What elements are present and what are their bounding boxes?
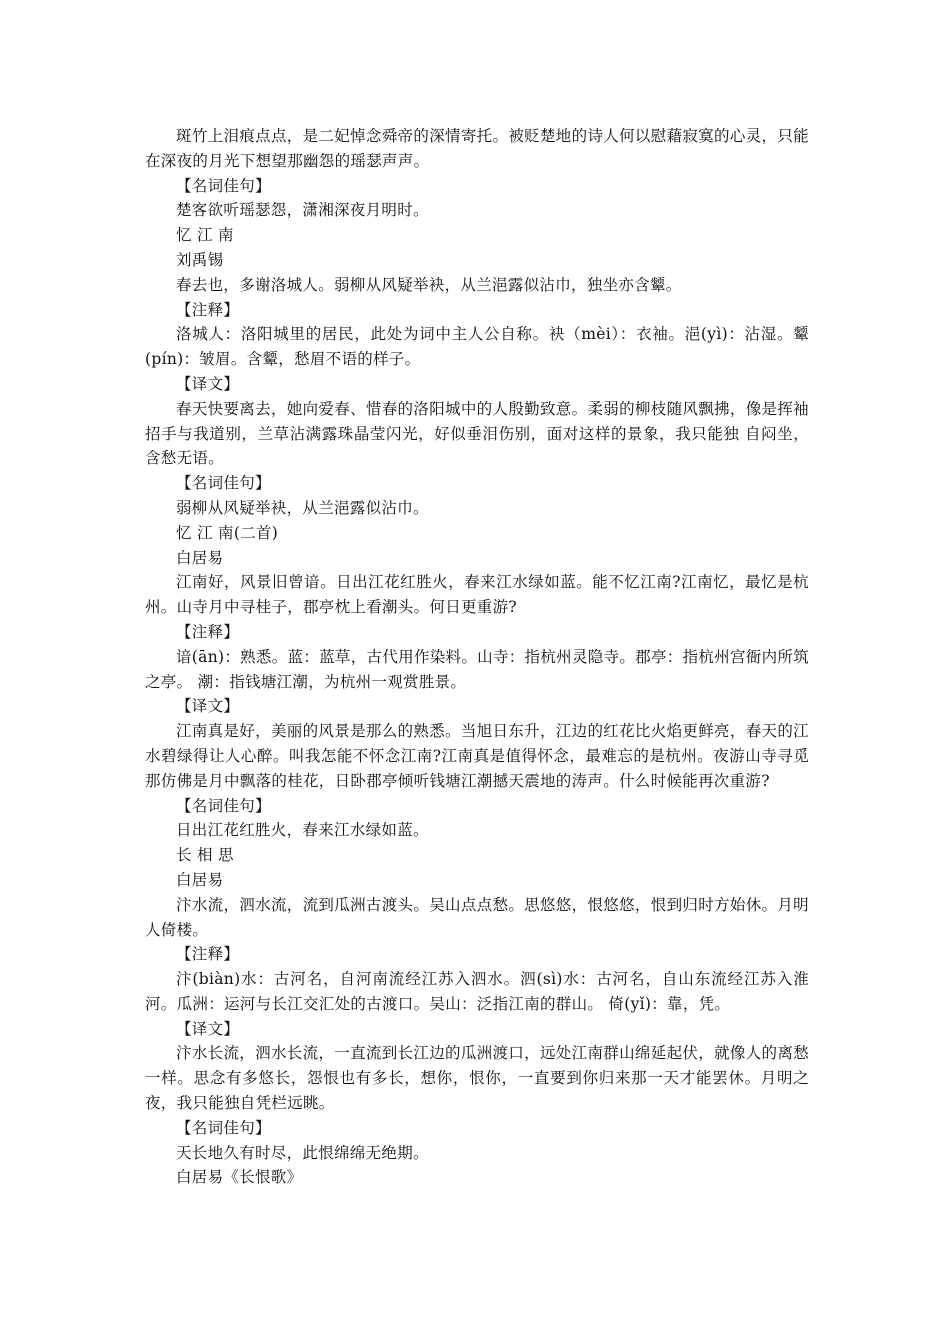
heading-notes: 【注释】 <box>176 945 240 964</box>
heading-notes: 【注释】 <box>176 300 240 319</box>
heading-famous-lines: 【名词佳句】 <box>176 474 271 493</box>
notes-text: 洛城人：洛阳城里的居民，此处为词中主人公自称。袂（mèi）：衣袖。浥(yì)：沾湿。颦(pín)：皱眉。含颦，愁眉不语的样子。 <box>145 325 809 369</box>
poem-title: 忆 江 南 <box>176 226 234 245</box>
famous-lines-text: 楚客欲听瑶瑟怨，潇湘深夜月明时。 <box>176 201 429 220</box>
poem-title: 忆 江 南(二首) <box>176 523 279 542</box>
famous-lines-text: 弱柳从风疑举袂，从兰浥露似沾巾。 <box>176 498 429 517</box>
heading-famous-lines: 【名词佳句】 <box>176 796 271 815</box>
poem-author: 刘禹锡 <box>176 250 224 269</box>
famous-lines-text: 日出江花红胜火，春来江水绿如蓝。 <box>176 821 429 840</box>
heading-famous-lines: 【名词佳句】 <box>176 176 271 195</box>
paragraph-commentary-bamboo: 斑竹上泪痕点点，是二妃悼念舜帝的深情寄托。被贬楚地的诗人何以慰藉寂寞的心灵，只能在深夜的月光下想望那幽怨的瑶瑟声声。 <box>145 127 809 170</box>
source-attribution: 白居易《长恨歌》 <box>176 1168 303 1187</box>
poem-text: 江南好，风景旧曾谙。日出江花红胜火，春来江水绿如蓝。能不忆江南?江南忆，最忆是杭州。山寺月中寻桂子，郡亭枕上看潮头。何日更重游? <box>145 573 809 617</box>
heading-translation: 【译文】 <box>176 1019 240 1038</box>
poem-author: 白居易 <box>176 870 224 889</box>
translation-text: 春天快要离去，她向爱春、惜春的洛阳城中的人殷勤致意。柔弱的柳枝随风飘拂，像是挥袖招手与我道别，兰草沾满露珠晶莹闪光，好似垂泪伤别，面对这样的景象，我只能独 自闷坐，含愁无语。 <box>145 399 809 468</box>
heading-translation: 【译文】 <box>176 697 240 716</box>
heading-famous-lines: 【名词佳句】 <box>176 1118 271 1137</box>
notes-text: 谙(ān)：熟悉。蓝：蓝草，古代用作染料。山寺：指杭州灵隐寺。郡亭：指杭州宫衙内所筑之亭。 潮：指钱塘江潮，为杭州一观赏胜景。 <box>145 647 809 691</box>
heading-notes: 【注释】 <box>176 622 240 641</box>
poem-text: 春去也，多谢洛城人。弱柳从风疑举袂，从兰浥露似沾巾，独坐亦含颦。 <box>176 275 682 294</box>
poem-author: 白居易 <box>176 548 224 567</box>
notes-text: 汴(biàn)水：古河名，自河南流经江苏入泗水。泗(sì)水：古河名，自山东流经江苏入淮河。瓜洲：运河与长江交汇处的古渡口。吴山：泛指江南的群山。 倚(yǐ)：靠，凭。 <box>145 970 809 1013</box>
document-page <box>145 124 809 1190</box>
translation-text: 汴水长流，泗水长流，一直流到长江边的瓜洲渡口，远处江南群山绵延起伏，就像人的离愁一样。思念有多悠长，怨恨也有多长，想你，恨你，一直要到你归来那一天才能罢休。月明之夜，我只能独自凭栏远眺。 <box>145 1044 809 1113</box>
poem-text: 汴水流，泗水流，流到瓜洲古渡头。吴山点点愁。思悠悠，恨悠悠，恨到归时方始休。月明人倚楼。 <box>145 895 809 939</box>
translation-text: 江南真是好，美丽的风景是那么的熟悉。当旭日东升，江边的红花比火焰更鲜亮，春天的江水碧绿得让人心醉。叫我怎能不怀念江南?江南真是值得怀念，最难忘的是杭州。夜游山寺寻觅那仿佛是月中飘落的桂花，日卧郡亭倾听钱塘江潮撼天震地的涛声。什么时候能再次重游? <box>145 722 809 790</box>
poem-title: 长 相 思 <box>176 846 234 865</box>
heading-translation: 【译文】 <box>176 374 240 393</box>
famous-lines-text: 天长地久有时尽，此恨绵绵无绝期。 <box>176 1143 429 1162</box>
